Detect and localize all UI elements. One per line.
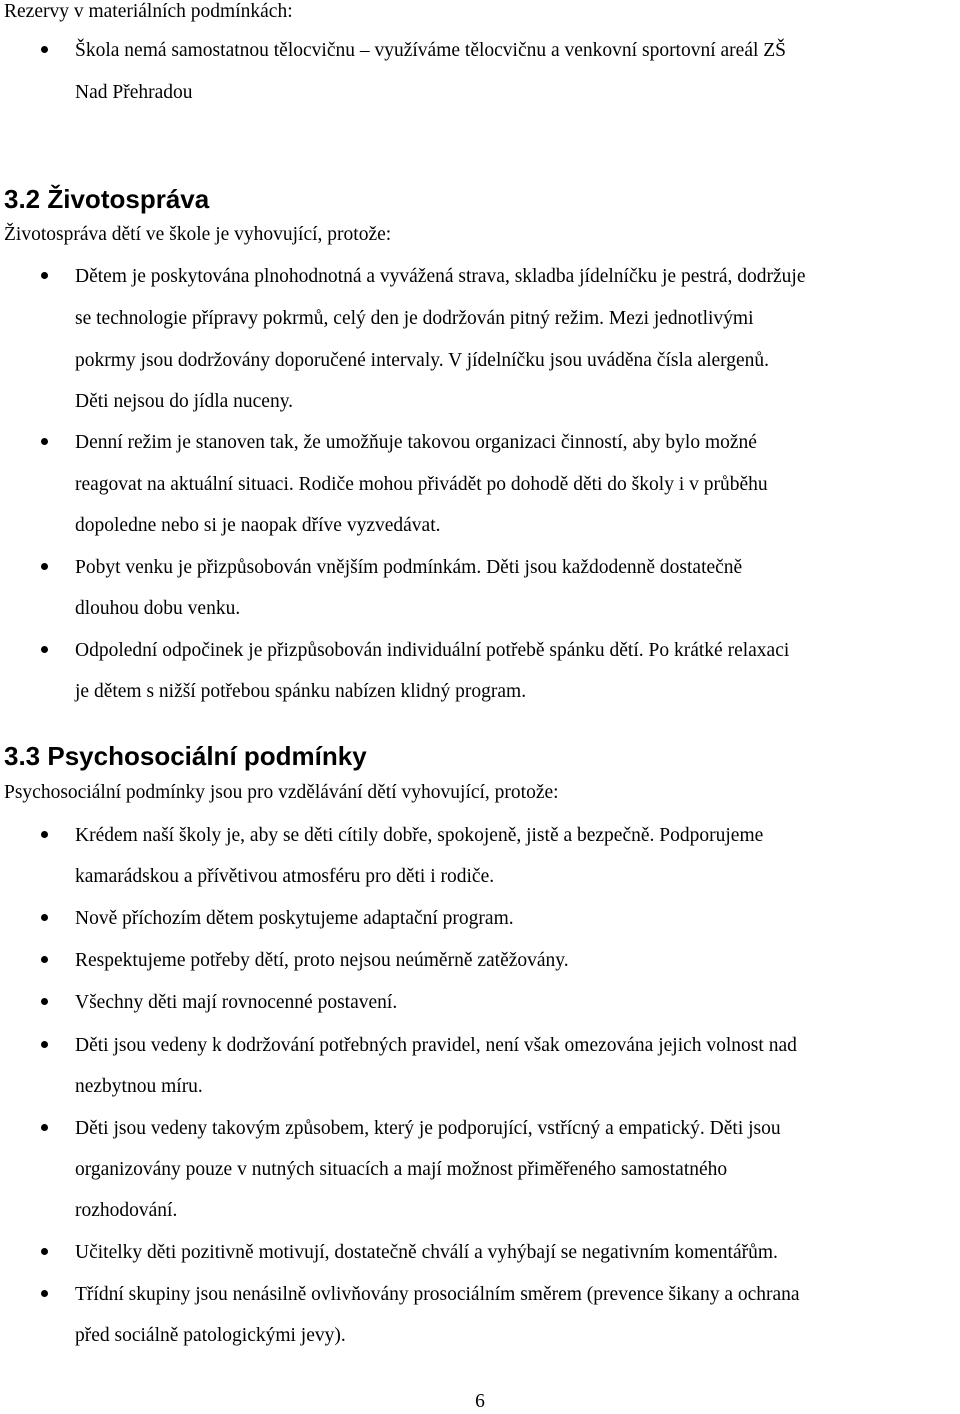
bullet-icon [41,646,48,653]
list-item-line: před sociálně patologickými jevy). [75,1325,346,1346]
bullet-icon [41,1290,48,1297]
list-item-line: dopoledne nebo si je naopak dříve vyzvedávat. [75,515,441,536]
list-item-line: dlouhou dobu venku. [75,598,241,619]
list-item-line: Nově příchozím dětem poskytujeme adaptační program. [75,908,514,929]
list-item-line: nezbytnou míru. [75,1076,203,1097]
section-intro-lifestyle: Životospráva dětí ve škole je vyhovující, protože: [4,224,392,245]
list-item-line: Nad Přehradou [75,82,193,103]
bullet-icon [41,438,48,445]
bullet-icon [41,1124,48,1131]
list-item-line: reagovat na aktuální situaci. Rodiče mohou přivádět po dohodě děti do školy i v průběhu [75,474,768,495]
list-item-line: pokrmy jsou dodržovány doporučené intervaly. V jídelníčku jsou uváděna čísla alergenů. [75,350,770,371]
page-number: 6 [475,1391,485,1412]
bullet-icon [41,914,48,921]
bullet-icon [41,1248,48,1255]
list-item-line: Děti jsou vedeny k dodržování potřebných pravidel, není však omezována jejich volnost nad [75,1035,797,1056]
bullet-icon [41,563,48,570]
list-item-line: Pobyt venku je přizpůsobován vnějším podmínkám. Děti jsou každodenně dostatečně [75,557,743,578]
list-item-line: Děti jsou vedeny takovým způsobem, který je podporující, vstřícný a empatický. Děti jsou [75,1118,781,1139]
bullet-icon [41,46,48,53]
list-item-line: kamarádskou a přívětivou atmosféru pro děti i rodiče. [75,866,495,887]
list-item-line: Denní režim je stanoven tak, že umožňuje takovou organizaci činností, aby bylo možné [75,432,757,453]
conditions-title: Rezervy v materiálních podmínkách: [4,1,293,22]
list-item-line: Respektujeme potřeby dětí, proto nejsou neúměrně zatěžovány. [75,950,569,971]
bullet-icon [41,272,48,279]
list-item-line: Odpolední odpočinek je přizpůsobován individuální potřebě spánku dětí. Po krátké relaxaci [75,640,790,661]
list-item-line: Všechny děti mají rovnocenné postavení. [75,992,398,1013]
list-item-line: Třídní skupiny jsou nenásilně ovlivňovány prosociálním směrem (prevence šikany a ochrana [75,1284,800,1305]
section-intro-psychosocial: Psychosociální podmínky jsou pro vzdělávání dětí vyhovující, protože: [4,782,559,803]
list-item-line: organizovány pouze v nutných situacích a mají možnost přiměřeného samostatného [75,1159,728,1180]
section-heading-lifestyle: 3.2 Životospráva [4,184,210,214]
bullet-icon [41,831,48,838]
list-item-line: Dětem je poskytována plnohodnotná a vyvážená strava, skladba jídelníčku je pestrá, dodržuje [75,266,806,287]
section-heading-psychosocial: 3.3 Psychosociální podmínky [4,741,367,771]
bullet-icon [41,998,48,1005]
list-item-line: je dětem s nižší potřebou spánku nabízen klidný program. [75,681,527,702]
list-item-line: Škola nemá samostatnou tělocvičnu – využíváme tělocvičnu a venkovní sportovní areál ZŠ [75,40,787,61]
bullet-icon [41,1041,48,1048]
list-item-line: rozhodování. [75,1200,178,1221]
list-item-line: se technologie přípravy pokrmů, celý den je dodržován pitný režim. Mezi jednotlivými [75,308,754,329]
list-item-line: Krédem naší školy je, aby se děti cítily dobře, spokojeně, jistě a bezpečně. Podporujeme [75,825,764,846]
list-item-line: Učitelky děti pozitivně motivují, dostatečně chválí a vyhýbají se negativním komentářům. [75,1242,778,1263]
bullet-icon [41,956,48,963]
list-item-line: Děti nejsou do jídla nuceny. [75,391,294,412]
